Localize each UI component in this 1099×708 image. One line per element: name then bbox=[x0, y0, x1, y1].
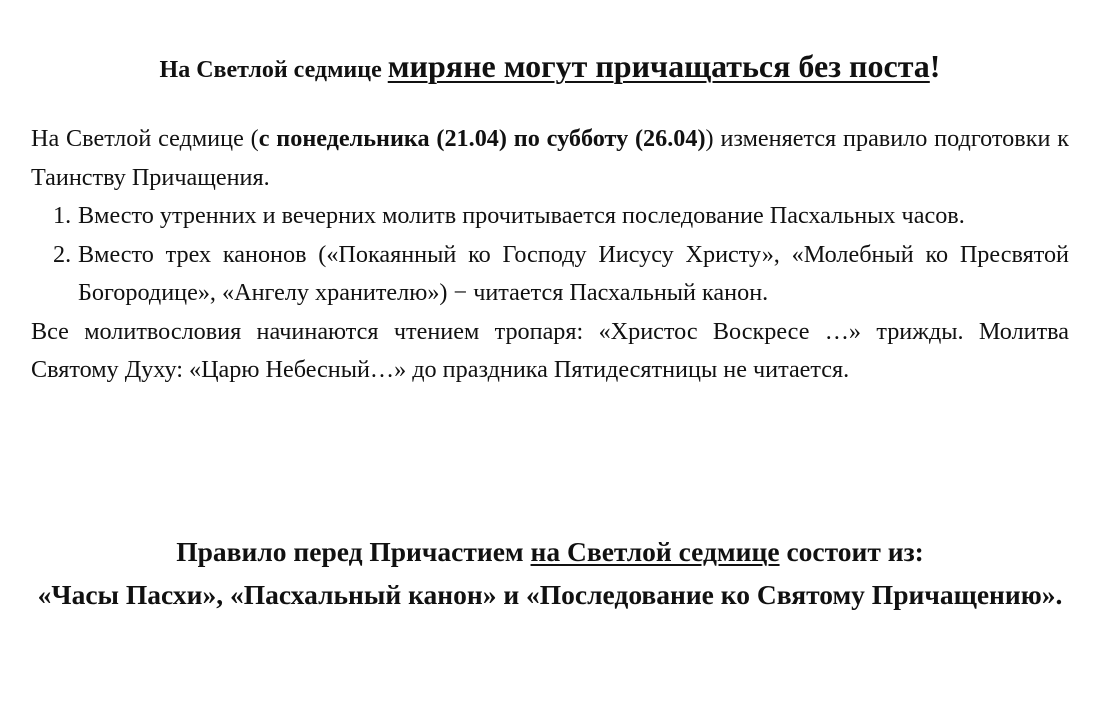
rule-line-1 bbox=[31, 530, 1069, 573]
title-prefix: На Светлой седмице bbox=[159, 57, 388, 83]
rule-line-2: «Часы Пасхи», «Пасхальный канон» и «Последование ко Святому Причащению». bbox=[37, 579, 1063, 610]
intro-part2: ) изменяется правило подготовки к Таинству Причащения. bbox=[31, 125, 1069, 191]
intro-paragraph bbox=[31, 120, 1069, 197]
rule-list bbox=[31, 197, 1069, 313]
list-item bbox=[31, 197, 1069, 236]
rule-line1-suffix: состоит из: bbox=[779, 536, 924, 567]
intro-date-range: с понедельника (21.04) по субботу (26.04) bbox=[258, 125, 706, 152]
intro-part1: На Светлой седмице ( bbox=[31, 125, 259, 152]
rule-line1-prefix: Правило перед Причастием bbox=[176, 536, 531, 567]
list-item-number: 2. bbox=[53, 240, 72, 268]
list-item-number: 1. bbox=[53, 202, 72, 229]
title-emphasis: миряне могут причащаться без поста bbox=[387, 48, 930, 84]
rule-summary bbox=[31, 530, 1069, 616]
prayers-paragraph: Все молитвословия начинаются чтением тропаря: «Христос Воскресе …» трижды. Молитва Святому Духу: «Царю Небесный…» до праздника Пятидесятницы не читается. bbox=[31, 317, 1069, 383]
body-text bbox=[31, 120, 1069, 390]
list-item-text: Вместо трех канонов («Покаянный ко Господу Иисусу Христу», «Молебный ко Пресвятой Богородице», «Ангелу хранителю») − читается Пасхальный канон. bbox=[78, 240, 1069, 306]
title-suffix: ! bbox=[929, 48, 941, 84]
list-item-text: Вместо утренних и вечерних молитв прочитывается последование Пасхальных часов. bbox=[78, 202, 965, 229]
list-item bbox=[31, 236, 1069, 313]
page-title bbox=[31, 46, 1069, 90]
rule-line1-underlined: на Светлой седмице bbox=[530, 536, 780, 567]
